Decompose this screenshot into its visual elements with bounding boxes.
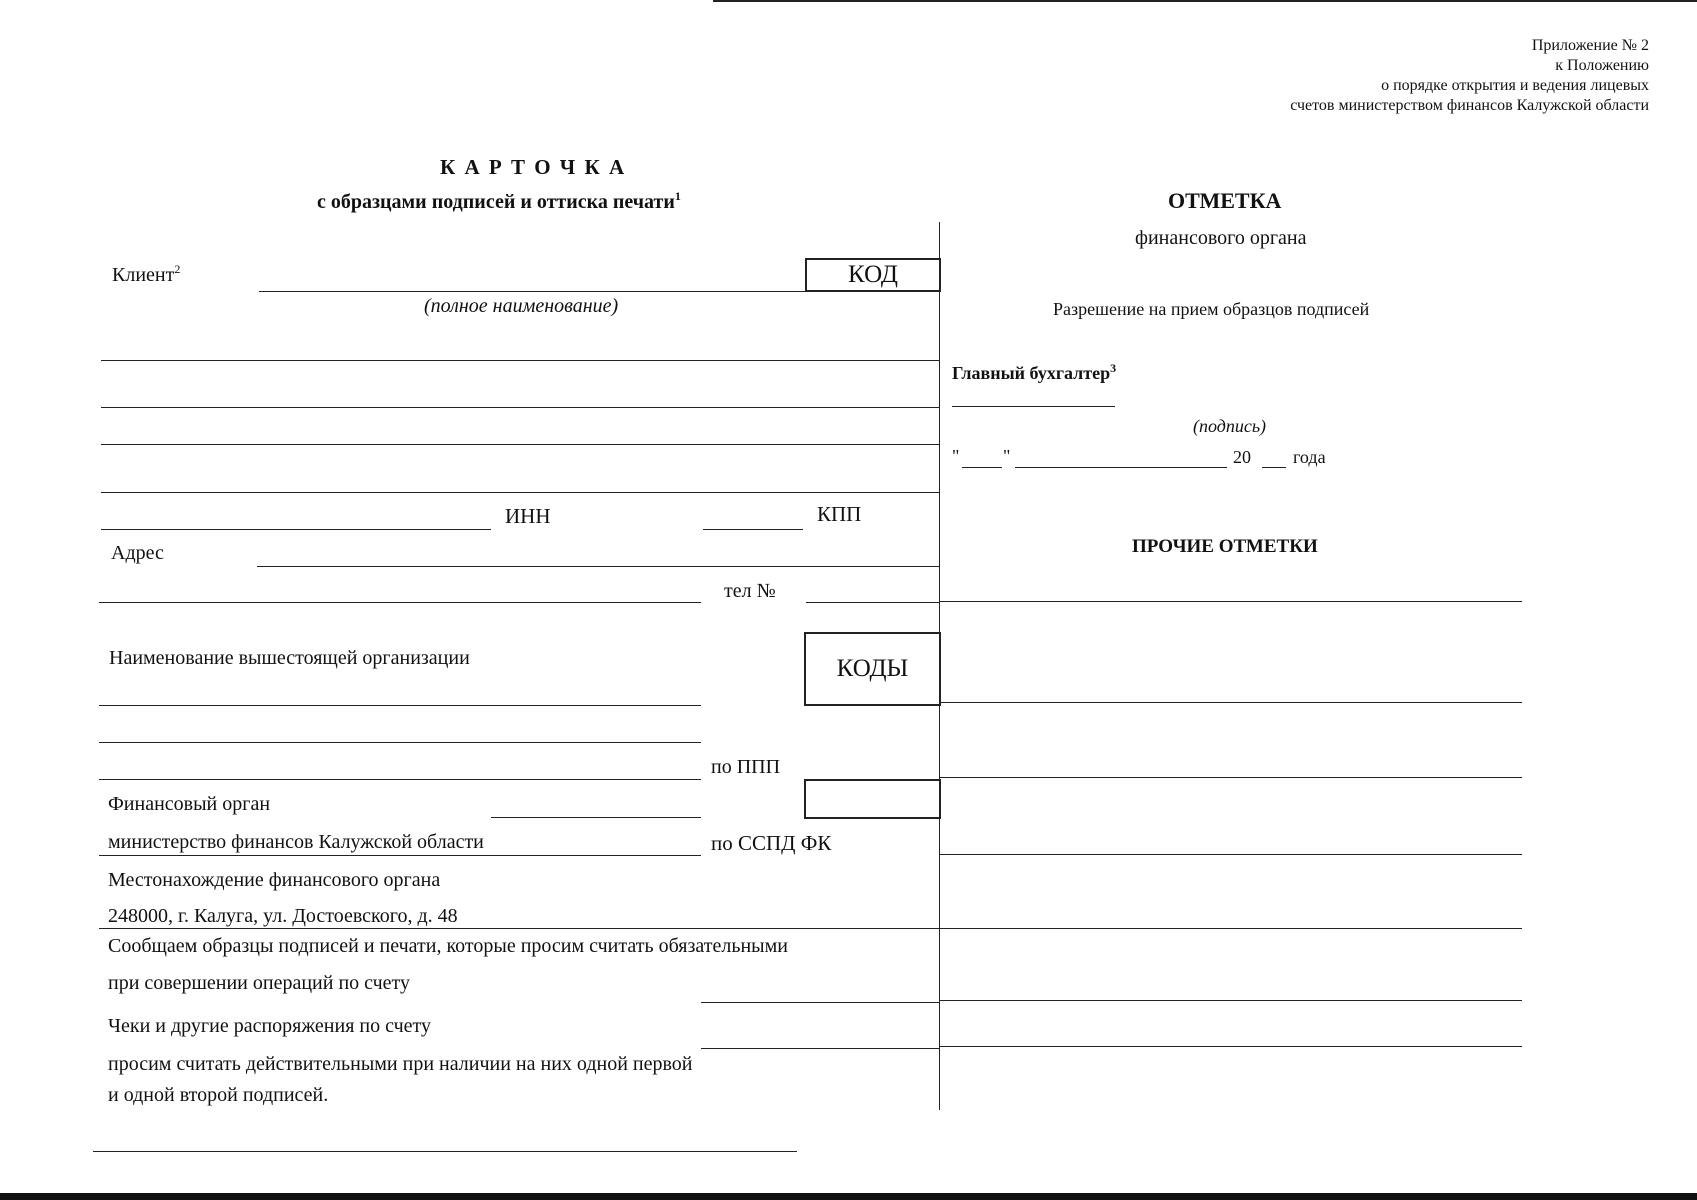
fin-body-short-line[interactable] xyxy=(491,817,701,818)
sspd-label: по ССПД ФК xyxy=(711,831,832,855)
name-line-3[interactable] xyxy=(101,444,940,445)
valid-line-2: и одной второй подписей. xyxy=(108,1084,329,1106)
parent-org-label: Наименование вышестоящей организации xyxy=(109,647,470,669)
mark-subtitle: финансового органа xyxy=(1135,227,1307,249)
date-year-field[interactable] xyxy=(1262,467,1286,468)
name-line-2[interactable] xyxy=(101,407,940,408)
inn-prefix-line[interactable] xyxy=(101,529,491,530)
chief-signature-line[interactable] xyxy=(952,406,1115,407)
kpp-label: КПП xyxy=(817,502,862,526)
client-name-field[interactable] xyxy=(259,291,806,292)
fin-body-label: Финансовый орган xyxy=(108,793,271,815)
account-field[interactable] xyxy=(701,1002,940,1003)
date-quote-open: " xyxy=(952,446,960,466)
other-marks-title: ПРОЧИЕ ОТМЕТКИ xyxy=(1132,536,1318,557)
location-label: Местонахождение финансового органа xyxy=(108,869,441,891)
signature-hint: (подпись) xyxy=(1193,416,1267,436)
location-value: 248000, г. Калуга, ул. Достоевского, д. 48 xyxy=(108,905,458,927)
other-marks-line-6[interactable] xyxy=(940,1000,1522,1001)
footnote-separator xyxy=(93,1151,797,1152)
phone-field[interactable] xyxy=(806,602,940,603)
date-month-field[interactable] xyxy=(1015,467,1227,468)
ppp-code-box[interactable] xyxy=(804,779,941,819)
card-title: К А Р Т О Ч К А xyxy=(440,155,627,179)
appendix-line-4: счетов министерством финансов Калужской области xyxy=(1290,97,1649,114)
client-label: Клиент$^2$ xyxy=(112,262,181,286)
codes-box: КОДЫ xyxy=(804,632,941,706)
date-quote-close: " xyxy=(1003,446,1011,466)
footnote-2-marker: 2 xyxy=(174,262,181,276)
other-marks-line-3[interactable] xyxy=(940,777,1522,778)
location-divider xyxy=(99,928,940,929)
mark-title: ОТМЕТКА xyxy=(1168,188,1282,213)
permission-label: Разрешение на прием образцов подписей xyxy=(1053,299,1370,319)
card-subtitle: с образцами подписей и оттиска печати$^1$ xyxy=(317,189,681,213)
phone-label: тел № xyxy=(724,580,776,602)
inn-label: ИНН xyxy=(505,504,551,528)
full-name-hint: (полное наименование) xyxy=(424,295,619,317)
other-marks-line-7[interactable] xyxy=(940,1046,1522,1047)
scan-edge-top xyxy=(713,0,1697,2)
other-marks-line-1[interactable] xyxy=(940,601,1522,602)
parent-org-line-1[interactable] xyxy=(99,705,701,706)
checks-line: Чеки и другие распоряжения по счету xyxy=(108,1015,431,1037)
scan-edge-bottom xyxy=(0,1193,1697,1200)
parent-org-line-3[interactable] xyxy=(99,779,701,780)
footnote-3-marker: 3 xyxy=(1110,361,1117,375)
other-marks-line-5[interactable] xyxy=(940,928,1522,929)
date-year-suffix: года xyxy=(1293,447,1326,467)
valid-line-1: просим считать действительными при наличии на них одной первой xyxy=(108,1053,693,1075)
kpp-prefix-line[interactable] xyxy=(703,529,803,530)
parent-org-line-2[interactable] xyxy=(99,742,701,743)
address-line-2[interactable] xyxy=(99,602,701,603)
name-line-1[interactable] xyxy=(101,360,940,361)
appendix-line-3: о порядке открытия и ведения лицевых xyxy=(1381,77,1649,94)
fin-body-value-line xyxy=(99,855,701,856)
checks-account-field[interactable] xyxy=(701,1048,940,1049)
appendix-line-1: Приложение № 2 xyxy=(1531,37,1649,54)
footnote-1-marker: 1 xyxy=(674,189,681,203)
date-year-prefix: 20 xyxy=(1233,447,1251,467)
name-line-4[interactable] xyxy=(101,492,940,493)
appendix-line-2: к Положению xyxy=(1555,57,1649,74)
notice-line-1: Сообщаем образцы подписей и печати, которые просим считать обязательными xyxy=(108,935,788,957)
address-label: Адрес xyxy=(111,542,164,564)
other-marks-line-2[interactable] xyxy=(940,702,1522,703)
address-field[interactable] xyxy=(257,566,940,567)
fin-body-value: министерство финансов Калужской области xyxy=(108,831,484,853)
code-box: КОД xyxy=(805,258,941,292)
date-day-field[interactable] xyxy=(962,467,1002,468)
other-marks-line-4[interactable] xyxy=(940,854,1522,855)
ppp-label: по ППП xyxy=(711,756,781,778)
chief-accountant-label: Главный бухгалтер$^3$ xyxy=(952,361,1117,383)
notice-line-2: при совершении операций по счету xyxy=(108,972,411,994)
